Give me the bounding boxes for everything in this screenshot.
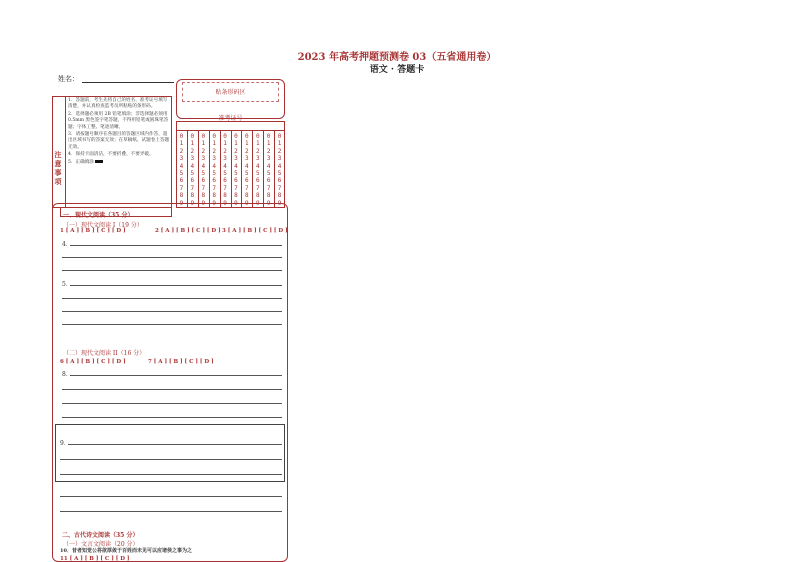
student-id-digit[interactable]: 9 (266, 199, 271, 207)
page-subtitle: 语文 · 答题卡 (369, 65, 425, 75)
student-id-digit[interactable]: 5 (201, 170, 206, 178)
student-id-digit[interactable]: 4 (179, 162, 184, 170)
student-id-digit[interactable]: 2 (245, 147, 249, 155)
filled-mark-icon (95, 160, 103, 163)
student-id-digit[interactable]: 0 (234, 133, 238, 140)
answer-line[interactable] (60, 511, 282, 512)
student-id-digit-column[interactable] (275, 133, 285, 207)
student-id-digit[interactable]: 9 (201, 199, 206, 207)
student-id-digit[interactable]: 8 (190, 192, 195, 200)
student-id-digit[interactable]: 3 (245, 155, 249, 163)
notice-side-label: 注意事项 (52, 96, 66, 208)
notice-item: 3．请按题号顺序在各题目的答题区域内作答，超出区域书写的答案无效；在草稿纸、试题卷上答题无效。 (68, 132, 170, 150)
student-id-digit[interactable]: 1 (245, 140, 249, 148)
student-id-digit[interactable]: 8 (266, 192, 271, 200)
student-id-digit[interactable]: 3 (190, 155, 195, 163)
student-id-digit[interactable]: 5 (245, 170, 249, 178)
student-id-digit[interactable]: 5 (277, 170, 282, 178)
student-id-digit[interactable]: 8 (245, 192, 249, 200)
section1-title: 一、现代文阅读（35 分） (63, 212, 134, 219)
student-id-digit[interactable]: 4 (277, 162, 282, 170)
section2-part1-title: （一）文言文阅读（20 分） (63, 541, 139, 548)
student-id-digit[interactable]: 3 (234, 155, 238, 163)
student-id-digit[interactable]: 4 (234, 162, 238, 170)
student-id-digit[interactable]: 0 (179, 133, 184, 140)
student-id-digit[interactable]: 1 (277, 140, 282, 148)
student-id-digit[interactable]: 7 (266, 184, 271, 192)
answer-line[interactable] (62, 270, 282, 271)
student-id-digit[interactable]: 7 (179, 184, 184, 192)
choice-q2[interactable]: 2 [ A ] [ B ] [ C ] [ D ] (155, 228, 221, 234)
q5-label: 5． (62, 281, 72, 288)
student-id-label: 准考证号 (218, 115, 243, 122)
student-id-digit[interactable]: 7 (201, 184, 206, 192)
student-id-digit-column[interactable] (264, 133, 274, 207)
answer-line[interactable] (60, 496, 282, 497)
answer-line[interactable] (60, 459, 282, 460)
student-id-digit-column[interactable] (187, 133, 197, 207)
student-id-digit[interactable]: 6 (245, 177, 249, 185)
answer-line[interactable] (70, 285, 282, 286)
page-title: 2023 年高考押题预测卷 03（五省通用卷） (297, 52, 497, 63)
student-id-digit[interactable]: 5 (190, 170, 195, 178)
student-id-digit[interactable]: 5 (234, 170, 238, 178)
student-id-digit[interactable]: 1 (234, 140, 238, 148)
answer-line[interactable] (70, 375, 282, 376)
student-id-digit[interactable]: 3 (179, 155, 184, 163)
student-id-digit[interactable]: 4 (223, 162, 227, 170)
student-id-digit[interactable]: 3 (266, 155, 271, 163)
student-id-digit[interactable]: 0 (223, 133, 227, 140)
student-id-digit[interactable]: 1 (201, 140, 206, 148)
student-id-digit[interactable]: 6 (190, 177, 195, 185)
student-id-digit[interactable]: 2 (255, 147, 260, 155)
student-id-digit-column[interactable] (176, 133, 186, 207)
section1-part2-title: （二）现代文阅读 II（16 分） (63, 350, 146, 357)
student-id-digit[interactable]: 4 (266, 162, 271, 170)
choice-q7[interactable]: 7 [ A ] [ B ] [ C ] [ D ] (148, 359, 214, 365)
section2-title: 二、古代诗文阅读（35 分） (62, 532, 139, 539)
student-id-digit[interactable]: 0 (245, 133, 249, 140)
student-id-digit[interactable]: 1 (223, 140, 227, 148)
student-id-digit[interactable]: 5 (179, 170, 184, 178)
student-id-digit[interactable]: 8 (179, 192, 184, 200)
student-id-digit[interactable]: 8 (255, 192, 260, 200)
student-id-digit[interactable]: 9 (277, 199, 282, 207)
answer-line[interactable] (68, 444, 282, 445)
student-id-digit[interactable]: 5 (266, 170, 271, 178)
student-id-write-row[interactable] (176, 121, 285, 131)
student-id-digit[interactable]: 3 (223, 155, 227, 163)
student-id-digit[interactable]: 7 (234, 184, 238, 192)
student-id-digit[interactable]: 6 (277, 177, 282, 185)
notice-item: 1．答题前，考生先将自己的姓名、准考证号填写清楚，并认真检查监考员所粘贴的条形码。 (68, 98, 168, 110)
q9-label: 9． (60, 440, 70, 447)
choice-q1[interactable]: 1 [ A ] [ B ] [ C ] [ D ] (60, 228, 126, 234)
student-id-digit[interactable]: 8 (201, 192, 206, 200)
name-field[interactable] (82, 82, 174, 83)
student-id-digit[interactable]: 1 (266, 140, 271, 148)
student-id-digit[interactable]: 9 (255, 199, 260, 207)
student-id-digit[interactable]: 3 (212, 155, 216, 163)
student-id-digit[interactable]: 6 (266, 177, 271, 185)
student-id-digit[interactable]: 2 (190, 147, 195, 155)
q10-text: 10．昔者知觉公将欲厚敛于百姓而未见可以应诸侯之事为之 (60, 548, 192, 554)
student-id-digit[interactable]: 9 (234, 199, 238, 207)
student-id-digit[interactable]: 2 (179, 147, 184, 155)
student-id-digit-column[interactable] (220, 133, 230, 207)
student-id-digit-column[interactable] (253, 133, 263, 207)
student-id-digit[interactable]: 3 (255, 155, 260, 163)
answer-line[interactable] (62, 389, 282, 390)
student-id-digit[interactable]: 9 (245, 199, 249, 207)
student-id-digit[interactable]: 8 (223, 192, 227, 200)
student-id-digit[interactable]: 8 (277, 192, 282, 200)
student-id-digit[interactable]: 2 (266, 147, 271, 155)
notice-list (68, 98, 170, 167)
student-id-digit[interactable]: 5 (223, 170, 227, 178)
student-id-digit[interactable]: 1 (212, 140, 216, 148)
notice-item: 5．正确填涂 (68, 160, 170, 166)
student-id-digit[interactable]: 1 (190, 140, 195, 148)
answer-line[interactable] (62, 403, 282, 404)
student-id-digit[interactable]: 6 (255, 177, 260, 185)
student-id-digit[interactable]: 4 (245, 162, 249, 170)
student-id-digit[interactable]: 4 (212, 162, 216, 170)
notice-item: 4．保持卡面清洁，不要折叠、不要弄破。 (68, 152, 154, 158)
answer-line[interactable] (62, 417, 282, 418)
q4-label: 4． (62, 241, 72, 248)
student-id-digit[interactable]: 2 (277, 147, 282, 155)
student-id-digit[interactable]: 5 (212, 170, 216, 178)
student-id-digit[interactable]: 0 (201, 133, 206, 140)
student-id-digit[interactable]: 3 (201, 155, 206, 163)
student-id-digit[interactable]: 0 (190, 133, 195, 140)
student-id-digit[interactable]: 9 (190, 199, 195, 207)
student-id-digit[interactable]: 6 (234, 177, 238, 185)
student-id-digit[interactable]: 9 (212, 199, 216, 207)
answer-line[interactable] (62, 257, 282, 258)
student-id-digit[interactable]: 2 (223, 147, 227, 155)
student-id-digit[interactable]: 9 (179, 199, 184, 207)
choice-q11[interactable]: 11 [ A ] [ B ] [ C ] [ D ] (60, 556, 130, 562)
student-id-digit[interactable]: 4 (255, 162, 260, 170)
student-id-digit-column[interactable] (198, 133, 208, 207)
choice-q3[interactable]: 3 [ A ] [ B ] [ C ] [ D ] (222, 228, 288, 234)
student-id-digit[interactable]: 0 (266, 133, 271, 140)
student-id-digit[interactable]: 0 (277, 133, 282, 140)
student-id-digit[interactable]: 2 (201, 147, 206, 155)
student-id-digit[interactable]: 7 (255, 184, 260, 192)
student-id-digit[interactable]: 1 (255, 140, 260, 148)
student-id-digit[interactable]: 0 (255, 133, 260, 140)
answer-line[interactable] (60, 474, 282, 475)
student-id-digit[interactable]: 6 (179, 177, 184, 185)
student-id-digit[interactable]: 6 (212, 177, 216, 185)
student-id-digit[interactable]: 7 (245, 184, 249, 192)
student-id-digit[interactable]: 7 (277, 184, 282, 192)
student-id-digit[interactable]: 3 (277, 155, 282, 163)
student-id-digit-column[interactable] (209, 133, 219, 207)
student-id-digit[interactable]: 6 (201, 177, 206, 185)
student-id-digit-column[interactable] (242, 133, 252, 207)
name-label: 姓名： (58, 75, 79, 83)
student-id-digit[interactable]: 6 (223, 177, 227, 185)
student-id-digit[interactable]: 7 (190, 184, 195, 192)
answer-line[interactable] (62, 298, 282, 299)
student-id-digit[interactable]: 9 (223, 199, 227, 207)
student-id-digit[interactable]: 4 (190, 162, 195, 170)
student-id-digit[interactable]: 8 (234, 192, 238, 200)
student-id-digit[interactable]: 1 (179, 140, 184, 148)
student-id-digit[interactable]: 0 (212, 133, 216, 140)
answer-line[interactable] (62, 311, 282, 312)
choice-q6[interactable]: 6 [ A ] [ B ] [ C ] [ D ] (60, 359, 126, 365)
student-id-digit[interactable]: 2 (234, 147, 238, 155)
student-id-digit-column[interactable] (231, 133, 241, 207)
notice-item: 2．选择题必须用 2B 铅笔填涂；非选择题必须用 0.5mm 黑色签字笔答题，不得用铅笔或圆珠笔答题；字体工整、笔迹清晰。 (68, 111, 169, 130)
student-id-digit[interactable]: 4 (201, 162, 206, 170)
barcode-label: 贴条形码区 (182, 82, 279, 102)
answer-line[interactable] (70, 245, 282, 246)
section1-part1-title: （一）现代文阅读 I（19 分） (63, 222, 143, 229)
answer-line[interactable] (62, 324, 282, 325)
student-id-digit[interactable]: 7 (223, 184, 227, 192)
student-id-digit[interactable]: 8 (212, 192, 216, 200)
student-id-digit[interactable]: 5 (255, 170, 260, 178)
student-id-digit[interactable]: 7 (212, 184, 216, 192)
student-id-digit[interactable]: 2 (212, 147, 216, 155)
q8-label: 8． (62, 371, 72, 378)
